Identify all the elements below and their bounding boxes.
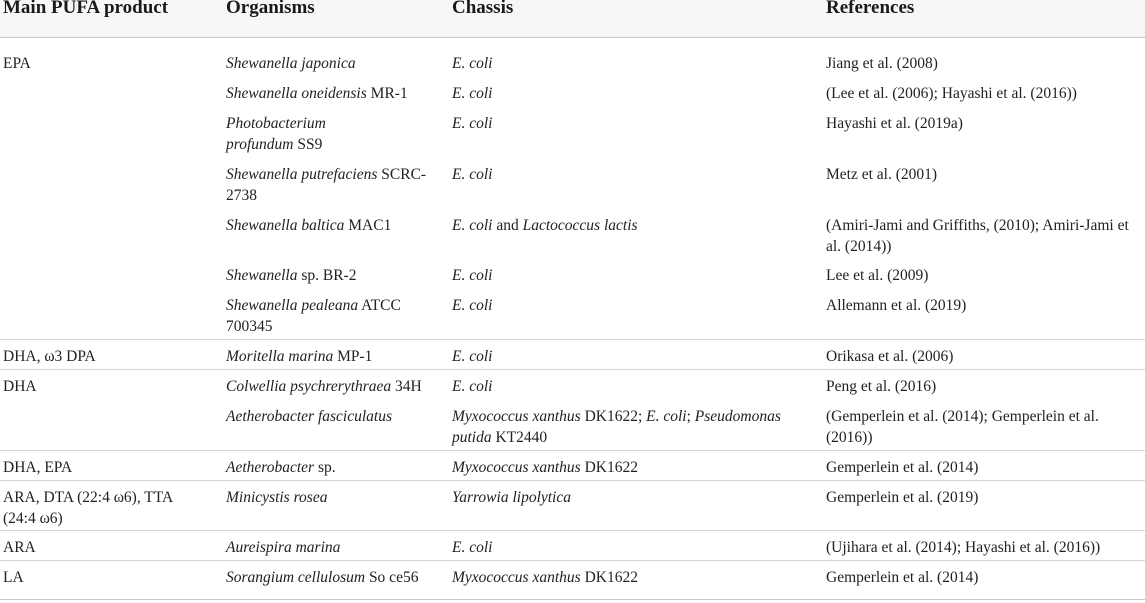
cell-chassis: E. coli and Lactococcus lactis: [452, 217, 638, 234]
cell-chassis: E. coli: [452, 539, 493, 556]
row-separator: [0, 480, 1145, 481]
cell-product: ARA, DTA (22:4 ω6), TTA (24:4 ω6): [3, 489, 173, 527]
cell-chassis: E. coli: [452, 267, 493, 284]
cell-product: ARA: [3, 539, 36, 556]
cell-chassis: E. coli: [452, 115, 493, 132]
cell-organism: Minicystis rosea: [226, 489, 328, 506]
row-separator: [0, 530, 1145, 531]
cell-organism: Shewanella japonica: [226, 55, 356, 72]
cell-references: Gemperlein et al. (2019): [826, 489, 979, 506]
cell-chassis: E. coli: [452, 55, 493, 72]
cell-references: Hayashi et al. (2019a): [826, 115, 963, 132]
cell-chassis: Myxococcus xanthus DK1622: [452, 569, 638, 586]
cell-chassis: E. coli: [452, 378, 493, 395]
cell-organism: Sorangium cellulosum So ce56: [226, 569, 419, 586]
cell-organism: Shewanella baltica MAC1: [226, 217, 392, 234]
header-references: References: [826, 0, 915, 18]
cell-organism: Shewanella putrefaciens SCRC-2738: [226, 166, 427, 204]
row-separator: [0, 450, 1145, 451]
cell-organism: Colwellia psychrerythraea 34H: [226, 378, 422, 395]
cell-chassis: E. coli: [452, 85, 493, 102]
cell-product: DHA, ω3 DPA: [3, 348, 96, 365]
cell-references: Metz et al. (2001): [826, 166, 938, 183]
cell-references: (Gemperlein et al. (2014); Gemperlein et al. (2016)): [826, 408, 1099, 446]
cell-organism: Shewanella oneidensis MR-1: [226, 85, 408, 102]
cell-chassis: Yarrowia lipolytica: [452, 489, 571, 506]
cell-product: LA: [3, 569, 24, 586]
cell-references: (Lee et al. (2006); Hayashi et al. (2016)): [826, 85, 1077, 102]
cell-organism: Moritella marina MP-1: [226, 348, 373, 365]
cell-references: (Ujihara et al. (2014); Hayashi et al. (2016)): [826, 539, 1101, 556]
header-organisms: Organisms: [226, 0, 315, 18]
cell-references: Allemann et al. (2019): [826, 297, 967, 314]
row-separator: [0, 369, 1145, 370]
cell-references: Orikasa et al. (2006): [826, 348, 954, 365]
header-chassis: Chassis: [452, 0, 514, 18]
cell-references: Gemperlein et al. (2014): [826, 569, 979, 586]
header-main-pufa-product: Main PUFA product: [3, 0, 169, 18]
table-header: [0, 0, 1145, 38]
cell-references: Gemperlein et al. (2014): [826, 459, 979, 476]
cell-chassis: E. coli: [452, 348, 493, 365]
cell-references: Peng et al. (2016): [826, 378, 937, 395]
cell-organism: Aureispira marina: [226, 539, 341, 556]
cell-product: DHA: [3, 378, 37, 395]
cell-chassis: Myxococcus xanthus DK1622; E. coli; Pseudomonas putida KT2440: [452, 408, 781, 446]
cell-organism: Shewanella sp. BR-2: [226, 267, 357, 284]
cell-references: Lee et al. (2009): [826, 267, 929, 284]
cell-product: EPA: [3, 55, 31, 72]
cell-chassis: E. coli: [452, 297, 493, 314]
row-separator: [0, 560, 1145, 561]
cell-organism: Shewanella pealeana ATCC 700345: [226, 297, 401, 335]
cell-organism: Aetherobacter sp.: [226, 459, 336, 476]
table-bottom-rule: [0, 599, 1145, 600]
cell-chassis: E. coli: [452, 166, 493, 183]
cell-references: Jiang et al. (2008): [826, 55, 938, 72]
cell-references: (Amiri-Jami and Griffiths, (2010); Amiri-Jami et al. (2014)): [826, 217, 1129, 255]
cell-organism: Aetherobacter fasciculatus: [226, 408, 393, 425]
row-separator: [0, 339, 1145, 340]
cell-product: DHA, EPA: [3, 459, 73, 476]
cell-organism: Photobacterium profundum SS9: [226, 115, 326, 153]
cell-chassis: Myxococcus xanthus DK1622: [452, 459, 638, 476]
